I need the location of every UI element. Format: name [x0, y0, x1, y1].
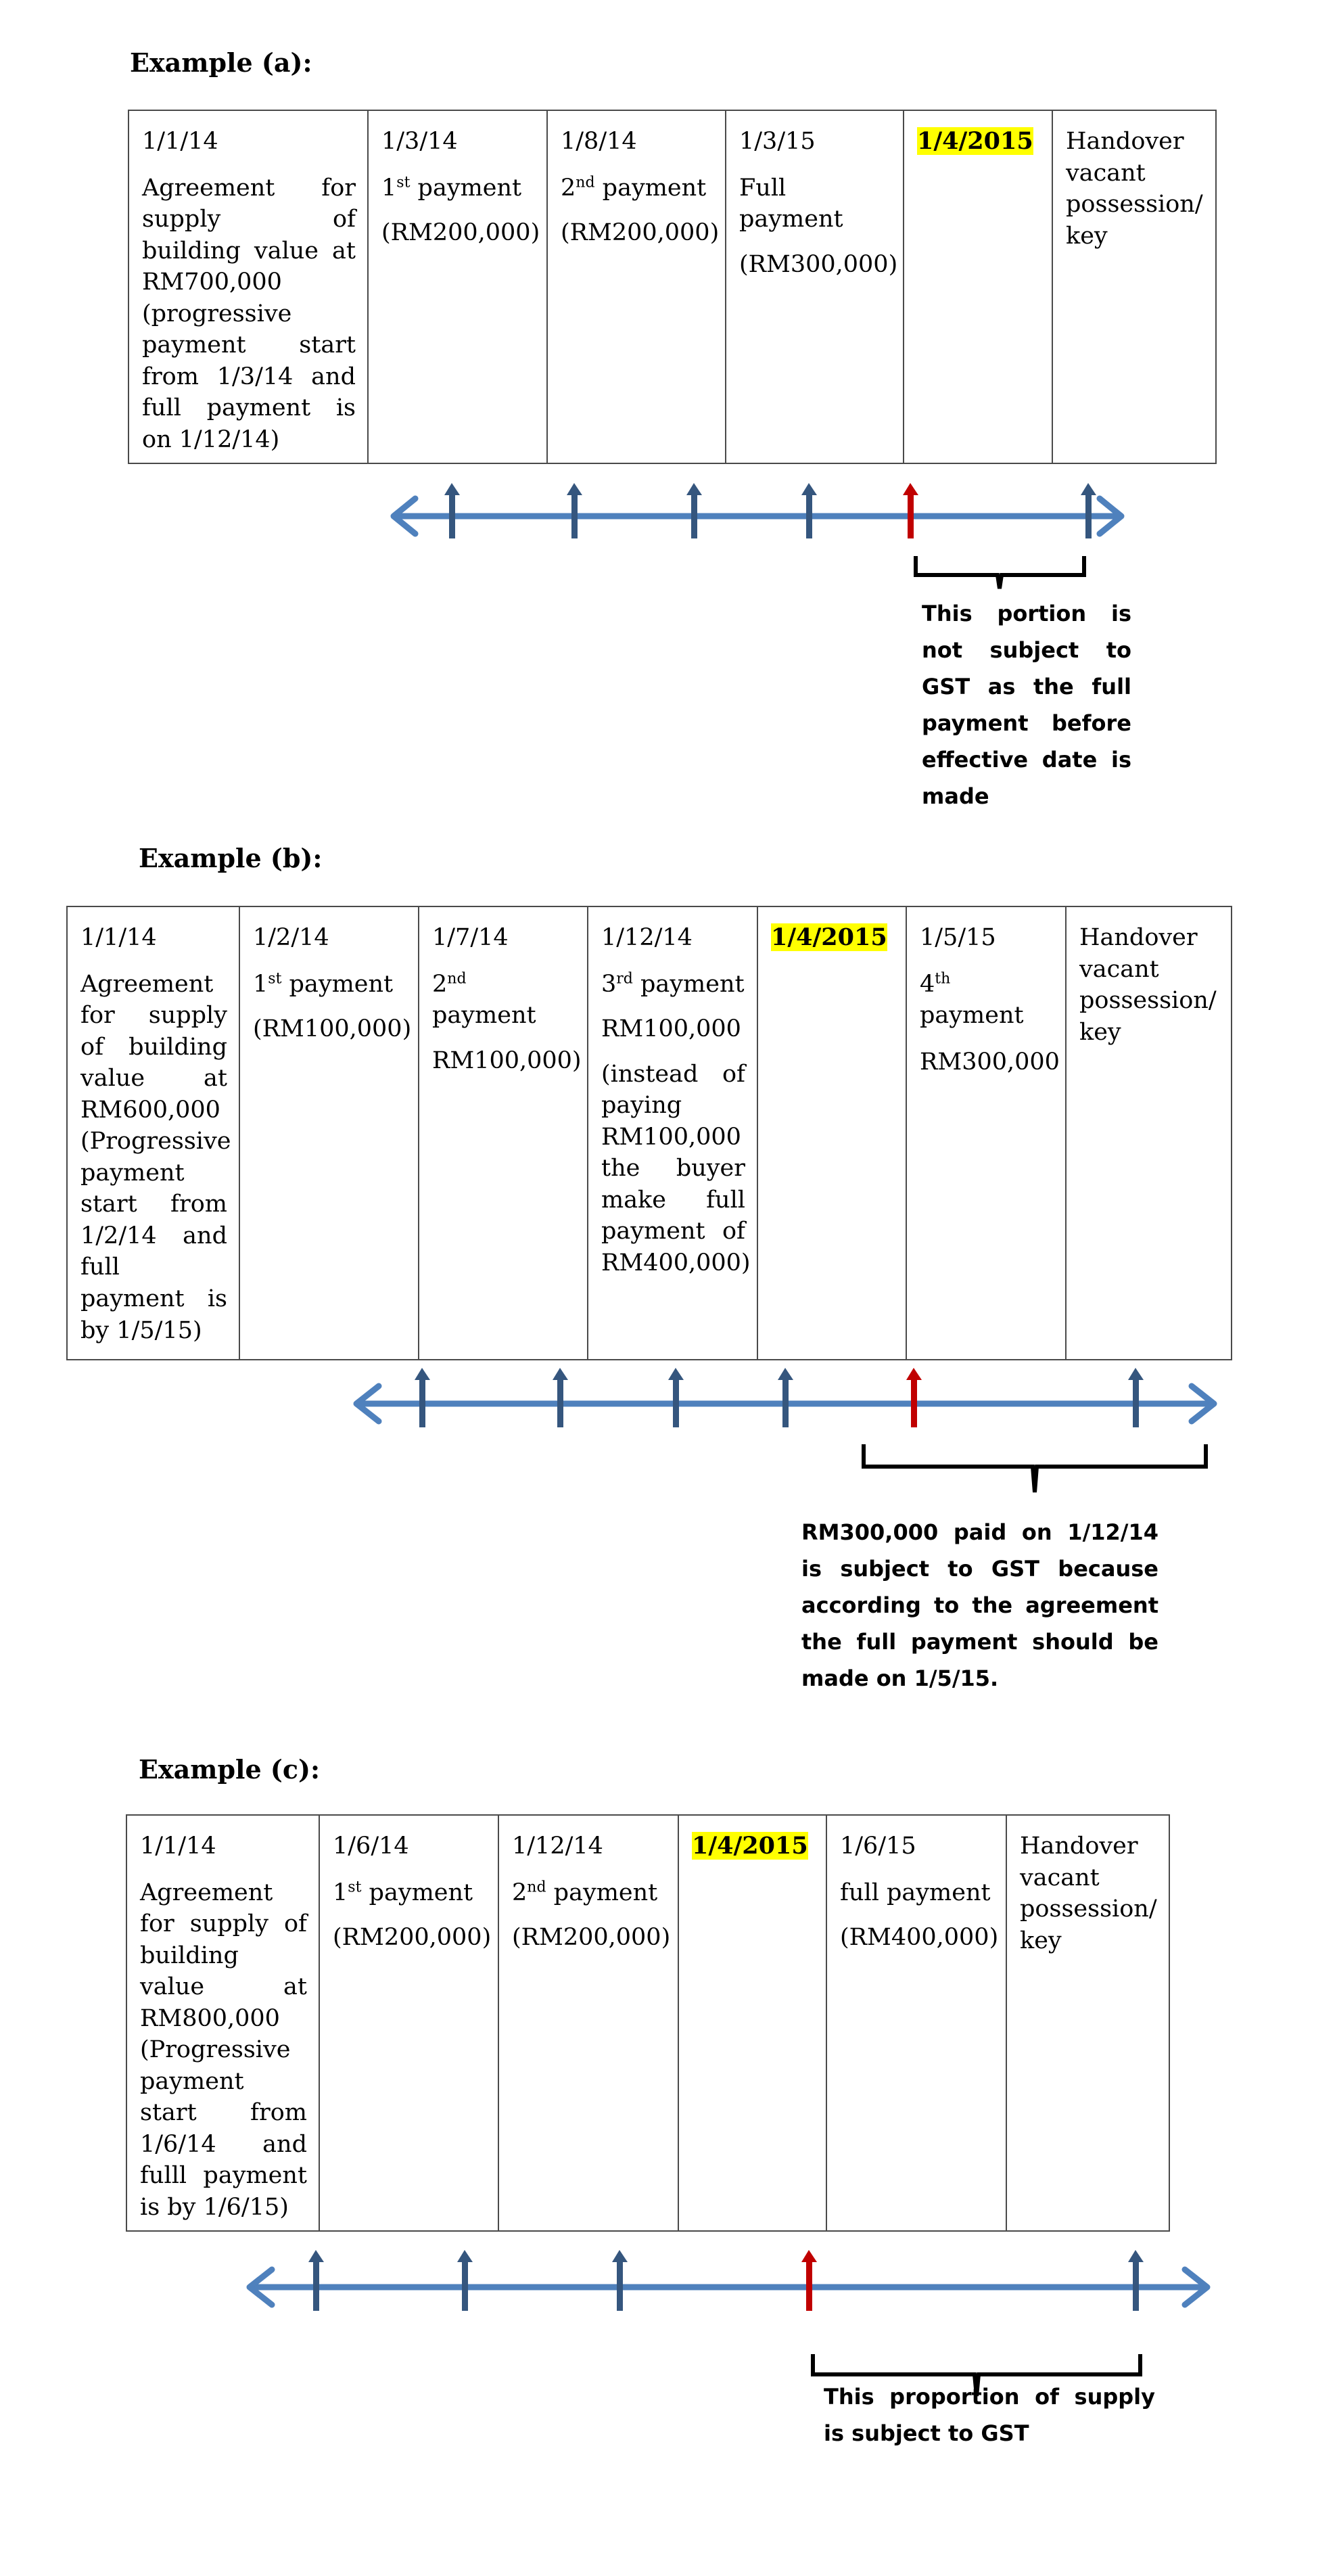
cell-amount: RM100,000) — [432, 1046, 582, 1074]
cell-amount: (RM200,000) — [512, 1924, 671, 1952]
cell-date: 1/12/14 — [601, 924, 693, 951]
cell-date: 1/6/15 — [840, 1833, 916, 1860]
cell-label: 1st payment — [333, 1878, 473, 1906]
cell-date: 1/1/14 — [80, 924, 157, 951]
cell-amount: RM100,000 — [601, 1015, 741, 1043]
cell-full-payment — [826, 1815, 1006, 2231]
cell-date: 1/3/14 — [381, 128, 458, 155]
cell-amount: (RM200,000) — [561, 219, 720, 247]
cell-payment-1 — [319, 1815, 498, 2231]
cell-date: 1/1/14 — [140, 1833, 216, 1860]
cell-date: 1/2/14 — [253, 924, 329, 951]
cell-payment-3 — [588, 906, 757, 1360]
cell-payment-2 — [547, 110, 726, 463]
cell-payment-4 — [906, 906, 1066, 1360]
milestone-tick-2 — [553, 1368, 568, 1427]
cell-date: 1/3/15 — [739, 128, 816, 155]
cell-effective-date — [678, 1815, 826, 2231]
effective-date-highlight: 1/4/2015 — [771, 923, 887, 951]
cell-date: 1/6/14 — [333, 1833, 409, 1860]
milestone-tick-handover — [1128, 2250, 1144, 2311]
cell-amount: RM300,000 — [920, 1048, 1060, 1076]
example-b-heading: Example (b): — [139, 843, 323, 873]
cell-label: 1st payment — [381, 173, 522, 202]
example-b-table — [66, 906, 1232, 1360]
cell-payment-1 — [239, 906, 419, 1360]
example-a-table — [128, 110, 1217, 464]
cell-text: Agreement for supply of building value at RM600,000 (Progressive payment start from 1/2/14 and full payment is by 1/5/15) — [80, 970, 231, 1344]
cell-handover — [1066, 906, 1232, 1360]
cell-text: Handover vacant possession/ key — [1066, 128, 1203, 250]
cell-date: 1/1/14 — [142, 128, 218, 155]
example-a-timeline — [0, 474, 1335, 595]
timeline-arrow-line — [394, 499, 1121, 534]
cell-payment-1 — [368, 110, 547, 463]
milestone-tick-1 — [444, 483, 460, 538]
milestone-tick-3 — [686, 483, 702, 538]
effective-date-highlight: 1/4/2015 — [917, 127, 1033, 155]
example-b-timeline — [0, 1360, 1335, 1481]
effective-date-tick — [903, 483, 918, 538]
cell-amount: (RM200,000) — [333, 1924, 492, 1952]
cell-amount: (RM200,000) — [381, 219, 540, 247]
milestone-tick-2 — [567, 483, 582, 538]
milestone-tick-handover — [1081, 483, 1096, 538]
example-a-heading: Example (a): — [130, 47, 312, 78]
cell-agreement — [67, 906, 239, 1360]
cell-label: full payment — [840, 1879, 991, 1906]
cell-amount: (RM100,000) — [253, 1015, 412, 1043]
cell-effective-date — [757, 906, 906, 1360]
bracket — [864, 1444, 1206, 1492]
cell-effective-date — [904, 110, 1052, 463]
cell-label: 3rd payment — [601, 969, 745, 998]
cell-text: Handover vacant possession/ key — [1020, 1833, 1157, 1954]
example-c-note: This proportion of supply is subject to GST — [824, 2384, 1155, 2446]
milestone-tick-4 — [801, 483, 817, 538]
cell-agreement — [128, 110, 368, 463]
cell-handover — [1006, 1815, 1169, 2231]
effective-date-tick — [906, 1368, 922, 1427]
timeline-arrow-line — [250, 2270, 1207, 2305]
example-c-timeline — [0, 2246, 1335, 2368]
cell-date: 1/7/14 — [432, 924, 509, 951]
cell-label: 1st payment — [253, 969, 394, 998]
example-a-note: This portion is not subject to GST as the full payment before effective date is made — [922, 601, 1131, 809]
cell-amount: (RM400,000) — [840, 1924, 999, 1952]
bracket — [916, 556, 1084, 589]
cell-label: Full payment — [739, 174, 843, 233]
milestone-tick-4 — [778, 1368, 793, 1427]
cell-label: 4th payment — [920, 969, 1024, 1030]
cell-agreement — [126, 1815, 319, 2231]
milestone-tick-1 — [308, 2250, 324, 2311]
effective-date-tick — [801, 2250, 817, 2311]
cell-full-payment — [726, 110, 904, 463]
cell-text: Agreement for supply of building value at RM800,000 (Progressive payment start from 1/6/14 and fulll payment is by 1/6/15) — [140, 1879, 307, 2222]
cell-handover — [1052, 110, 1216, 463]
effective-date-highlight: 1/4/2015 — [692, 1832, 808, 1860]
cell-text: Handover vacant possession/ key — [1079, 924, 1217, 1046]
cell-label: 2nd payment — [561, 173, 707, 202]
milestone-tick-2 — [457, 2250, 473, 2311]
cell-label: 2nd payment — [512, 1878, 658, 1906]
cell-payment-2 — [419, 906, 588, 1360]
example-b-note: RM300,000 paid on 1/12/14 is subject to GST because according to the agreement the full payment should be made on 1/5/15. — [801, 1519, 1158, 1691]
cell-date: 1/5/15 — [920, 924, 996, 951]
cell-note: (instead of paying RM100,000 the buyer make full payment of RM400,000) — [601, 1060, 751, 1276]
milestone-tick-3 — [612, 2250, 628, 2311]
cell-amount: (RM300,000) — [739, 250, 898, 278]
example-c-table — [126, 1814, 1170, 2232]
cell-text: Agreement for supply of building value at RM700,000 (progressive payment start from 1/3/14 and full payment is on 1/12/14) — [142, 174, 356, 453]
cell-date: 1/8/14 — [561, 128, 637, 155]
example-c-heading: Example (c): — [139, 1754, 320, 1785]
cell-payment-2 — [498, 1815, 678, 2231]
milestone-tick-1 — [415, 1368, 430, 1427]
cell-date: 1/12/14 — [512, 1833, 603, 1860]
cell-label: 2nd payment — [432, 969, 536, 1030]
milestone-tick-3 — [668, 1368, 684, 1427]
milestone-tick-handover — [1128, 1368, 1144, 1427]
